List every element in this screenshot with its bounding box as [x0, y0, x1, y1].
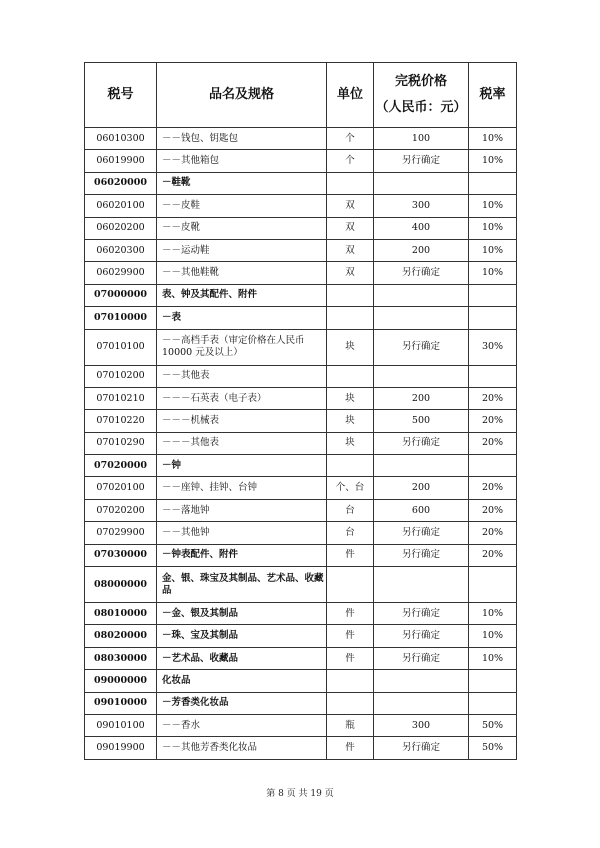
- price-cell: [374, 172, 469, 194]
- unit-cell: 台: [327, 499, 374, 521]
- name-cell: －－其他钟: [157, 522, 327, 544]
- rate-cell: [469, 455, 517, 477]
- rate-cell: 10%: [469, 647, 517, 669]
- unit-cell: [327, 692, 374, 714]
- name-cell: －－高档手表（审定价格在人民币10000 元及以上）: [157, 329, 327, 365]
- code-cell: 08030000: [85, 647, 157, 669]
- name-cell: －－其他芳香类化妆品: [157, 737, 327, 759]
- price-cell: 另行确定: [374, 329, 469, 365]
- price-cell: [374, 692, 469, 714]
- rate-cell: [469, 284, 517, 306]
- code-cell: 07010290: [85, 432, 157, 454]
- rate-cell: 10%: [469, 239, 517, 261]
- code-cell: 06029900: [85, 262, 157, 284]
- code-cell: 07010200: [85, 365, 157, 387]
- table-row: [85, 307, 517, 329]
- unit-cell: 个、台: [327, 477, 374, 499]
- price-cell: 200: [374, 477, 469, 499]
- table-row: [85, 284, 517, 306]
- table-row: [85, 670, 517, 692]
- code-cell: 07020200: [85, 499, 157, 521]
- rate-cell: 20%: [469, 432, 517, 454]
- unit-cell: [327, 172, 374, 194]
- price-cell: 另行确定: [374, 603, 469, 625]
- rate-cell: 10%: [469, 262, 517, 284]
- name-cell: －－－其他表: [157, 432, 327, 454]
- unit-cell: [327, 567, 374, 603]
- rate-cell: 10%: [469, 128, 517, 150]
- code-cell: 09010000: [85, 692, 157, 714]
- table-row: [85, 365, 517, 387]
- name-cell: －艺术品、收藏品: [157, 647, 327, 669]
- header-name: 品名及规格: [157, 63, 327, 128]
- name-cell: －－钱包、钥匙包: [157, 128, 327, 150]
- name-cell: －－其他鞋靴: [157, 262, 327, 284]
- unit-cell: 件: [327, 544, 374, 566]
- name-cell: －－其他表: [157, 365, 327, 387]
- rate-cell: 20%: [469, 477, 517, 499]
- unit-cell: 个: [327, 128, 374, 150]
- price-cell: 另行确定: [374, 262, 469, 284]
- unit-cell: 块: [327, 432, 374, 454]
- rate-cell: 10%: [469, 217, 517, 239]
- price-cell: 200: [374, 387, 469, 409]
- price-cell: [374, 284, 469, 306]
- code-cell: 06010300: [85, 128, 157, 150]
- table-body: [85, 128, 517, 760]
- name-cell: －－运动鞋: [157, 239, 327, 261]
- unit-cell: 双: [327, 239, 374, 261]
- rate-cell: 20%: [469, 387, 517, 409]
- unit-cell: [327, 455, 374, 477]
- price-cell: 400: [374, 217, 469, 239]
- name-cell: －－座钟、挂钟、台钟: [157, 477, 327, 499]
- rate-cell: 20%: [469, 499, 517, 521]
- rate-cell: 10%: [469, 625, 517, 647]
- header-price: [374, 63, 469, 128]
- unit-cell: [327, 365, 374, 387]
- table-row: [85, 432, 517, 454]
- rate-cell: 30%: [469, 329, 517, 365]
- code-cell: 08000000: [85, 567, 157, 603]
- price-cell: 200: [374, 239, 469, 261]
- table-row: [85, 172, 517, 194]
- code-cell: 08020000: [85, 625, 157, 647]
- unit-cell: 双: [327, 262, 374, 284]
- table-row: [85, 387, 517, 409]
- rate-cell: [469, 692, 517, 714]
- unit-cell: 块: [327, 387, 374, 409]
- rate-cell: 20%: [469, 544, 517, 566]
- table-row: [85, 603, 517, 625]
- table-row: [85, 150, 517, 172]
- code-cell: 07020000: [85, 455, 157, 477]
- name-cell: 表、钟及其配件、附件: [157, 284, 327, 306]
- rate-cell: 20%: [469, 522, 517, 544]
- tariff-table: [84, 62, 517, 760]
- table-row: [85, 544, 517, 566]
- table-row: [85, 239, 517, 261]
- unit-cell: 瓶: [327, 714, 374, 736]
- unit-cell: [327, 284, 374, 306]
- name-cell: －钟: [157, 455, 327, 477]
- price-cell: 100: [374, 128, 469, 150]
- table-row: [85, 499, 517, 521]
- price-cell: [374, 307, 469, 329]
- code-cell: 06020300: [85, 239, 157, 261]
- rate-cell: 10%: [469, 150, 517, 172]
- header-rate: 税率: [469, 63, 517, 128]
- unit-cell: 双: [327, 195, 374, 217]
- rate-cell: [469, 365, 517, 387]
- rate-cell: 10%: [469, 603, 517, 625]
- name-cell: －鞋靴: [157, 172, 327, 194]
- price-cell: 另行确定: [374, 544, 469, 566]
- price-cell: [374, 567, 469, 603]
- unit-cell: 件: [327, 737, 374, 759]
- code-cell: 06020100: [85, 195, 157, 217]
- table-header-row: [85, 63, 517, 128]
- name-cell: －珠、宝及其制品: [157, 625, 327, 647]
- code-cell: 06020000: [85, 172, 157, 194]
- rate-cell: [469, 172, 517, 194]
- name-cell: 金、银、珠宝及其制品、艺术品、收藏品: [157, 567, 327, 603]
- rate-cell: 50%: [469, 714, 517, 736]
- code-cell: 07020100: [85, 477, 157, 499]
- table-row: [85, 262, 517, 284]
- name-cell: －表: [157, 307, 327, 329]
- table-row: [85, 714, 517, 736]
- table-row: [85, 217, 517, 239]
- table-row: [85, 737, 517, 759]
- rate-cell: [469, 670, 517, 692]
- header-price-line2: （人民币：元）: [375, 100, 467, 115]
- price-cell: 另行确定: [374, 150, 469, 172]
- price-cell: [374, 455, 469, 477]
- unit-cell: 块: [327, 410, 374, 432]
- code-cell: 07030000: [85, 544, 157, 566]
- code-cell: 07010100: [85, 329, 157, 365]
- unit-cell: 块: [327, 329, 374, 365]
- unit-cell: [327, 670, 374, 692]
- name-cell: －芳香类化妆品: [157, 692, 327, 714]
- code-cell: 06020200: [85, 217, 157, 239]
- code-cell: 09010100: [85, 714, 157, 736]
- name-cell: －钟表配件、附件: [157, 544, 327, 566]
- code-cell: 07010210: [85, 387, 157, 409]
- rate-cell: 20%: [469, 410, 517, 432]
- name-cell: －－其他箱包: [157, 150, 327, 172]
- table-row: [85, 477, 517, 499]
- price-cell: 600: [374, 499, 469, 521]
- unit-cell: 个: [327, 150, 374, 172]
- name-cell: －－皮鞋: [157, 195, 327, 217]
- price-cell: 300: [374, 195, 469, 217]
- rate-cell: 50%: [469, 737, 517, 759]
- table-row: [85, 567, 517, 603]
- rate-cell: [469, 307, 517, 329]
- code-cell: 07029900: [85, 522, 157, 544]
- code-cell: 08010000: [85, 603, 157, 625]
- price-cell: 500: [374, 410, 469, 432]
- table-row: [85, 522, 517, 544]
- name-cell: －－香水: [157, 714, 327, 736]
- page-footer: 第 8 页 共 19 页: [266, 789, 334, 799]
- price-cell: 另行确定: [374, 625, 469, 647]
- price-cell: [374, 670, 469, 692]
- price-cell: 另行确定: [374, 522, 469, 544]
- unit-cell: 件: [327, 625, 374, 647]
- table-row: [85, 410, 517, 432]
- table-row: [85, 692, 517, 714]
- table-row: [85, 128, 517, 150]
- price-cell: 另行确定: [374, 432, 469, 454]
- unit-cell: 双: [327, 217, 374, 239]
- code-cell: 06019900: [85, 150, 157, 172]
- header-code: 税号: [85, 63, 157, 128]
- header-price-line1: 完税价格: [394, 74, 447, 89]
- code-cell: 09019900: [85, 737, 157, 759]
- code-cell: 07000000: [85, 284, 157, 306]
- table-row: [85, 195, 517, 217]
- unit-cell: 台: [327, 522, 374, 544]
- name-cell: 化妆品: [157, 670, 327, 692]
- table-row: [85, 625, 517, 647]
- code-cell: 09000000: [85, 670, 157, 692]
- table-row: [85, 329, 517, 365]
- price-cell: [374, 365, 469, 387]
- name-cell: －－落地钟: [157, 499, 327, 521]
- price-cell: 另行确定: [374, 647, 469, 669]
- unit-cell: [327, 307, 374, 329]
- unit-cell: 件: [327, 603, 374, 625]
- code-cell: 07010220: [85, 410, 157, 432]
- name-cell: －金、银及其制品: [157, 603, 327, 625]
- rate-cell: [469, 567, 517, 603]
- header-unit: 单位: [327, 63, 374, 128]
- table-row: [85, 455, 517, 477]
- name-cell: －－－机械表: [157, 410, 327, 432]
- unit-cell: 件: [327, 647, 374, 669]
- table-row: [85, 647, 517, 669]
- rate-cell: 10%: [469, 195, 517, 217]
- code-cell: 07010000: [85, 307, 157, 329]
- name-cell: －－－石英表（电子表）: [157, 387, 327, 409]
- price-cell: 另行确定: [374, 737, 469, 759]
- name-cell: －－皮靴: [157, 217, 327, 239]
- price-cell: 300: [374, 714, 469, 736]
